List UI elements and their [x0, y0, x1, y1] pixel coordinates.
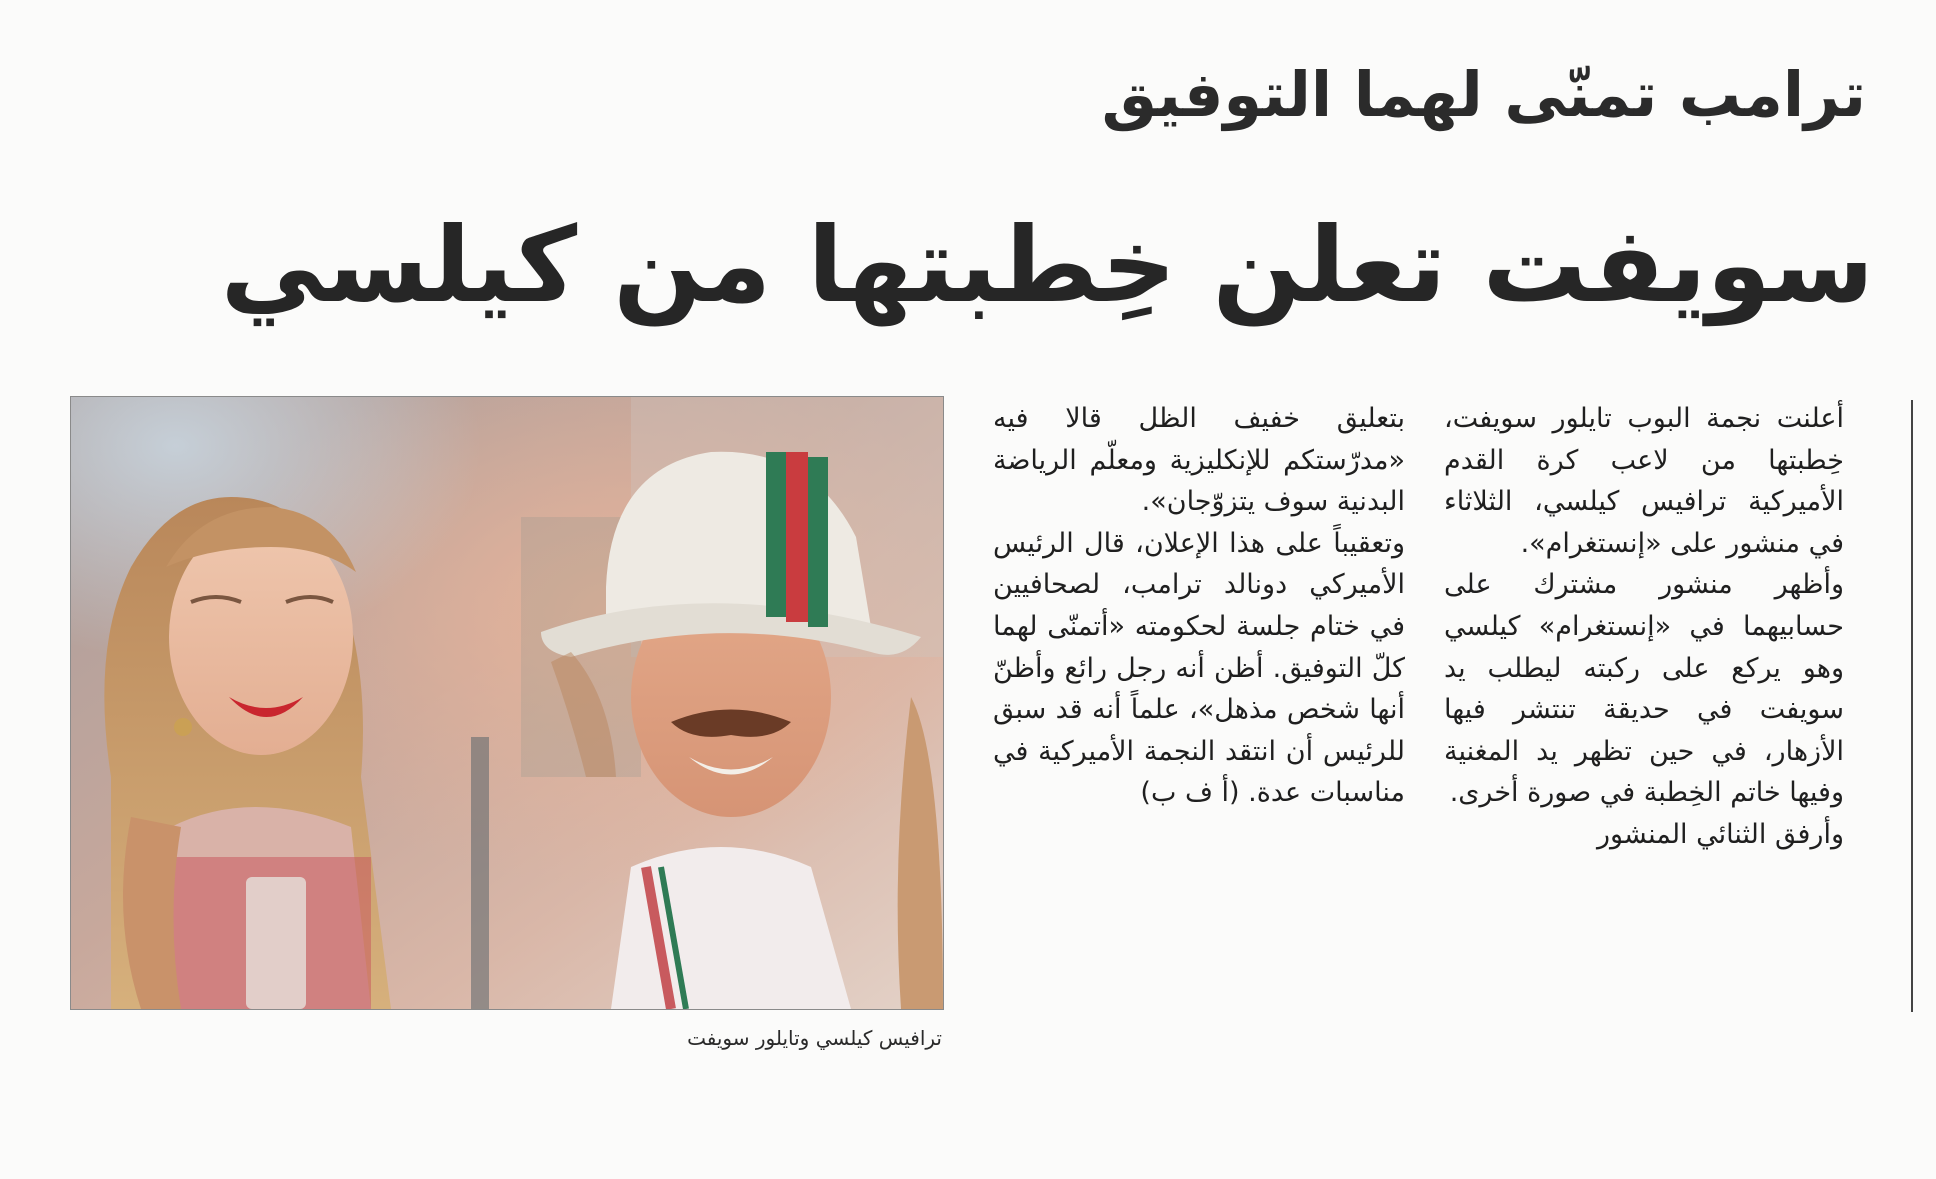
- column-rule: [1911, 400, 1913, 1012]
- article-headline: سويفت تعلن خِطبتها من كيلسي: [220, 204, 1874, 326]
- paragraph: وأظهر منشور مشترك على حسابيهما في «إنستغرام» كيلسي وهو يركع على ركبته ليطلب يد سويفت في حديقة تنتشر فيها الأزهار، في حين تظهر يد المغنية وفيها خاتم الخِطبة في صورة أخرى.: [1444, 569, 1844, 809]
- photo-caption: ترافيس كيلسي وتايلور سويفت: [687, 1026, 942, 1050]
- news-photo: [70, 396, 944, 1010]
- paragraph: وتعقيباً على هذا الإعلان، قال الرئيس الأميركي دونالد ترامب، لصحافيين في ختام جلسة لحكومته «أتمنّى لهما كلّ التوفيق. أظن أنه رجل رائع وأظنّ أنها شخص مذهل»، علماً أنه قد سبق للرئيس أن انتقد النجمة الأميركية في مناسبات عدة. (أ ف ب): [993, 527, 1405, 809]
- article-kicker: ترامب تمنّى لهما التوفيق: [1101, 58, 1866, 131]
- paragraph: أعلنت نجمة البوب تايلور سويفت، خِطبتها من لاعب كرة القدم الأميركية ترافيس كيلسي، الثلاثاء في منشور على «إنستغرام».: [1444, 403, 1844, 559]
- paragraph: وأرفق الثنائي المنشور: [1597, 818, 1844, 850]
- article-column-right: [1444, 398, 1844, 856]
- paragraph: بتعليق خفيف الظل قالا فيه «مدرّستكم للإنكليزية ومعلّم الرياضة البدنية سوف يتزوّجان».: [993, 403, 1405, 518]
- article-column-middle: [993, 398, 1405, 814]
- photo-illustration: [71, 397, 943, 1009]
